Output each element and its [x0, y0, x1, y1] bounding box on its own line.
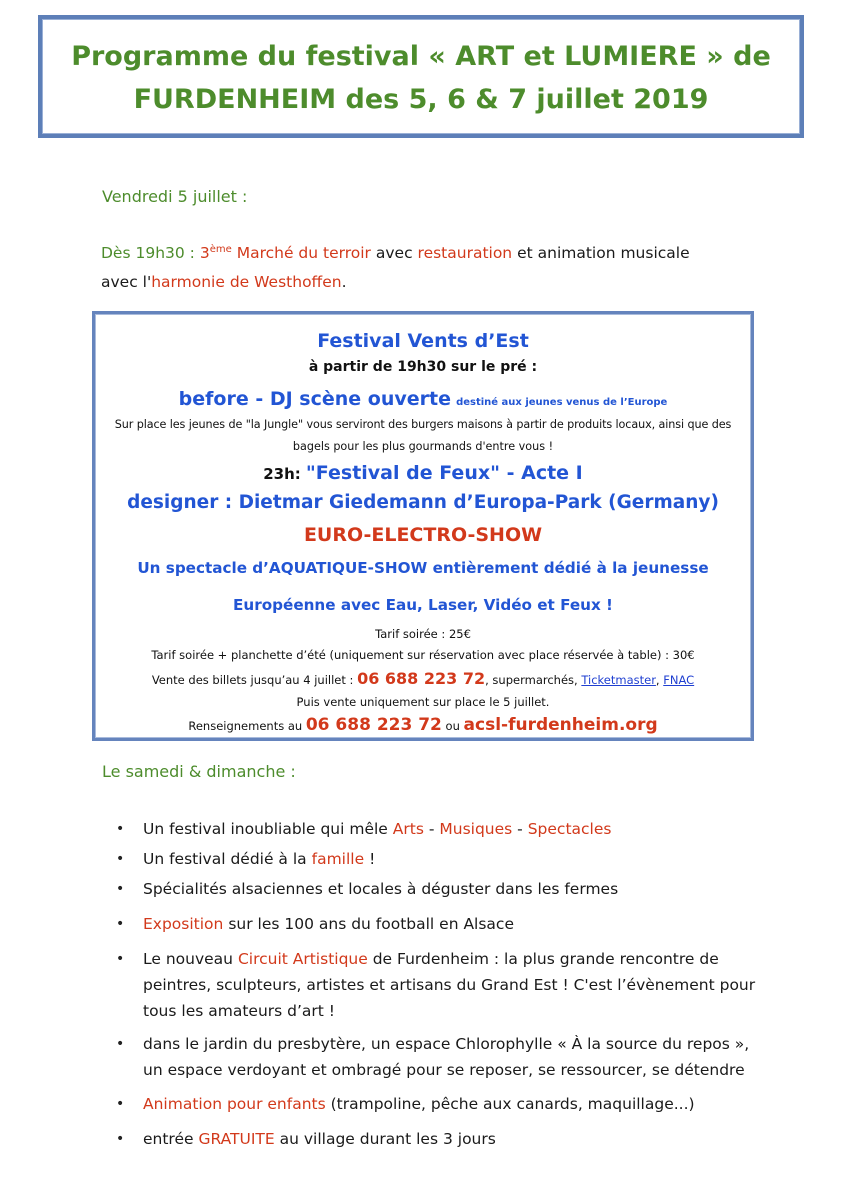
weekend-heading: Le samedi & dimanche : [102, 762, 296, 781]
festival-before: before - DJ scène ouverte [178, 388, 451, 410]
list-item-text-2: peintres, sculpteurs, artistes et artisans du Grand Est ! C'est l’évènement pour [143, 976, 756, 994]
ordinal-num: 3 [199, 244, 210, 263]
feux-time: 23h: [263, 465, 301, 483]
festival-show-desc-1: Un spectacle d’AQUATIQUE-SHOW entièrement dédié à la jeunesse [137, 559, 709, 577]
rens-or: ou [445, 719, 460, 733]
list-item-text [143, 816, 611, 843]
bullet-icon: • [116, 1131, 125, 1147]
item-highlight: Exposition [143, 915, 224, 933]
item-text: Le nouveau [143, 950, 233, 968]
festival-before-note: destiné aux jeunes venus de l’Europe [456, 397, 668, 408]
list-item-text: dans le jardin du presbytère, un espace Chlorophylle « À la source du repos », [143, 1035, 750, 1053]
festival-show-name: EURO-ELECTRO-SHOW [303, 524, 543, 546]
friday-time: Dès 19h30 : [101, 244, 195, 263]
item-highlight: famille [311, 850, 365, 868]
item-text: de Furdenheim : la plus grande rencontre de [372, 950, 719, 968]
festival-designer: designer : Dietmar Giedemann d’Europa-Park (Germany) [127, 492, 719, 513]
title-line-1: Programme du festival « ART et LUMIERE » de [71, 41, 771, 72]
friday-line-2 [101, 273, 347, 291]
bullet-icon: • [116, 851, 125, 867]
friday-mid: avec [375, 244, 413, 263]
item-sep: - [517, 820, 523, 838]
vente-mid: , supermarchés, [485, 673, 578, 687]
ordinal-sup: ème [209, 244, 232, 255]
item-text: ! [369, 850, 376, 868]
festival-start: à partir de 19h30 sur le pré : [308, 359, 538, 375]
friday-food: restauration [417, 244, 513, 263]
festival-food-2: bagels pour les plus gourmands d'entre vous ! [292, 440, 554, 453]
festival-tarif-1: Tarif soirée : 25€ [375, 627, 471, 641]
friday-ordinal [200, 244, 232, 262]
bullet-icon: • [116, 881, 125, 897]
festival-before-line [95, 388, 751, 410]
item-highlight: Spectacles [527, 820, 612, 838]
list-item-text-2: un espace verdoyant et ombragé pour se reposer, se ressourcer, se détendre [143, 1061, 745, 1079]
friday-heading: Vendredi 5 juillet : [102, 187, 248, 206]
list-item-text [143, 846, 375, 873]
rens-pre: Renseignements au [188, 719, 303, 733]
list-item-text [143, 946, 719, 973]
friday-line-1 [101, 244, 690, 262]
bullet-icon: • [116, 916, 125, 932]
item-text: Un festival inoubliable qui mêle [143, 820, 388, 838]
festival-vente-post: Puis vente uniquement sur place le 5 juillet. [296, 695, 550, 709]
feux-title: "Festival de Feux" - Acte I [305, 462, 583, 484]
list-item-text-3: tous les amateurs d’art ! [143, 1002, 335, 1020]
title-box [38, 15, 804, 138]
festival-feux-line [95, 462, 751, 484]
bullet-icon: • [116, 951, 125, 967]
item-text: sur les 100 ans du football en Alsace [228, 915, 514, 933]
item-sep: - [428, 820, 435, 838]
bullet-icon: • [116, 1036, 125, 1052]
festival-food-1: Sur place les jeunes de "la Jungle" vous serviront des burgers maisons à partir de produits locaux, ainsi que des [114, 418, 732, 431]
vente-comma: , [655, 673, 660, 687]
rens-phone: 06 688 223 72 [305, 715, 442, 735]
item-text: au village durant les 3 jours [279, 1130, 496, 1148]
bullet-icon: • [116, 1096, 125, 1112]
fnac-link[interactable]: FNAC [663, 673, 695, 687]
festival-rens-line [95, 715, 751, 735]
festival-box [92, 311, 754, 741]
vente-pre: Vente des billets jusqu’au 4 juillet : [151, 673, 354, 687]
vente-phone: 06 688 223 72 [357, 669, 486, 688]
item-highlight: Arts [392, 820, 424, 838]
title-line-2: FURDENHEIM des 5, 6 & 7 juillet 2019 [133, 84, 709, 115]
list-item-text [143, 1126, 496, 1153]
item-highlight: GRATUITE [198, 1130, 275, 1148]
festival-tarif-2: Tarif soirée + planchette d’été (uniquement sur réservation avec place réservée à table) : 30€ [151, 648, 695, 662]
friday-market: Marché du terroir [236, 244, 371, 263]
rens-website[interactable]: acsl-furdenheim.org [463, 715, 658, 735]
item-text: Un festival dédié à la [143, 850, 307, 868]
item-highlight: Circuit Artistique [237, 950, 368, 968]
bullet-icon: • [116, 821, 125, 837]
item-highlight: Animation pour enfants [143, 1095, 326, 1113]
festival-show-desc-2: Européenne avec Eau, Laser, Vidéo et Feux ! [233, 596, 613, 614]
item-highlight: Musiques [439, 820, 513, 838]
list-item-text [143, 1091, 695, 1118]
festival-vente-line [95, 669, 751, 688]
ticketmaster-link[interactable]: Ticketmaster [581, 673, 656, 687]
friday-tail: et animation musicale [517, 244, 690, 263]
item-text: entrée [143, 1130, 194, 1148]
item-text: (trampoline, pêche aux canards, maquillage...) [330, 1095, 695, 1113]
friday-line2-post: . [341, 273, 347, 291]
friday-band: harmonie de Westhoffen [151, 273, 342, 291]
list-item-text: Spécialités alsaciennes et locales à déguster dans les fermes [143, 880, 619, 898]
friday-line2-pre: avec l' [101, 273, 152, 291]
list-item-text [143, 911, 514, 938]
festival-name: Festival Vents d’Est [317, 330, 529, 352]
